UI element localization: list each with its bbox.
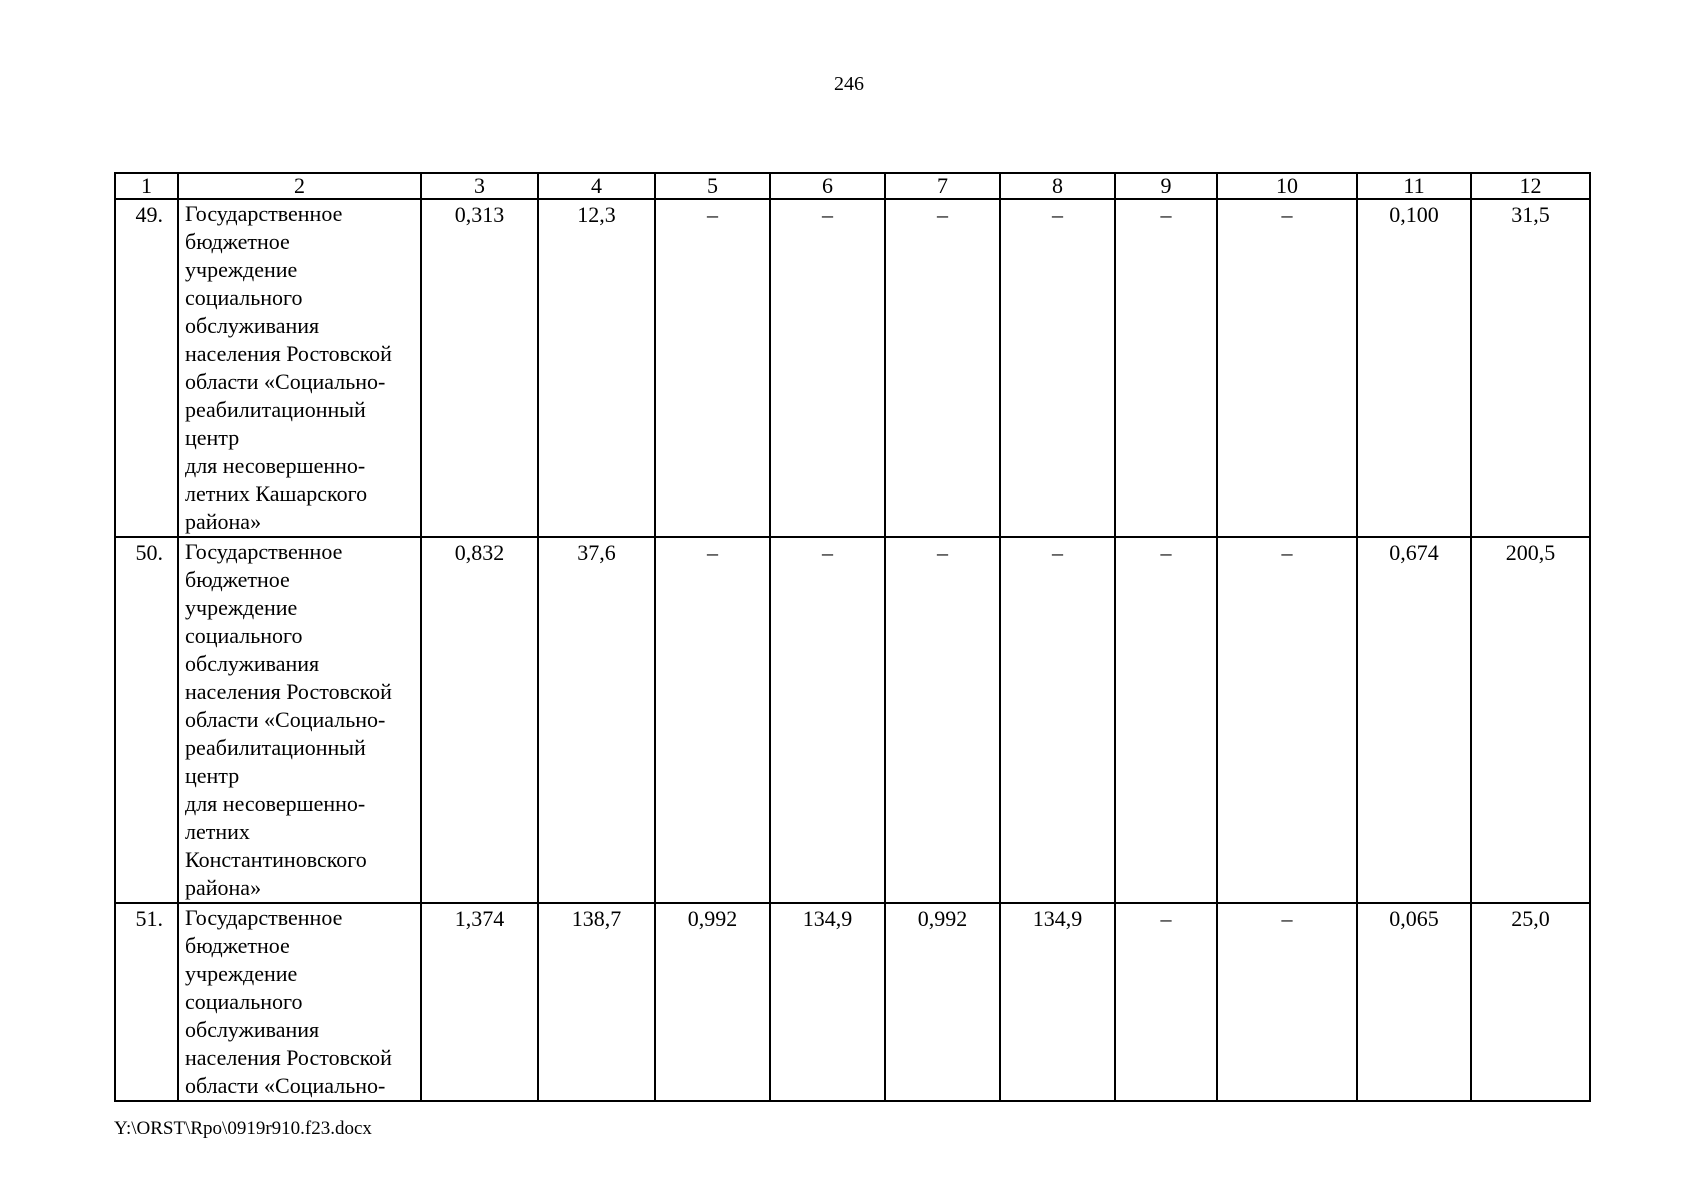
name-line: района» [185, 875, 262, 900]
name-line: района» [185, 509, 262, 534]
table-row [115, 199, 1590, 537]
name-line: учреждение [185, 961, 298, 986]
page-number: 246 [834, 73, 864, 95]
institution-name [178, 537, 421, 903]
name-line: Константиновского [185, 847, 367, 872]
column-number-row [115, 173, 1590, 199]
column-header: 1 [115, 173, 178, 199]
column-header: 3 [421, 173, 538, 199]
name-line: для несовершенно- [185, 791, 366, 816]
value-cell: – [1000, 537, 1115, 903]
name-line: социального [185, 623, 303, 648]
value-cell: 31,5 [1471, 199, 1590, 537]
name-line: области «Социально- [185, 369, 386, 394]
name-line: области «Социально- [185, 1073, 386, 1098]
value-cell: 25,0 [1471, 903, 1590, 1101]
institution-name [178, 199, 421, 537]
name-line: обслуживания [185, 651, 320, 676]
name-line: центр [185, 425, 240, 450]
name-line: Государственное [185, 201, 343, 226]
column-header: 6 [770, 173, 885, 199]
column-header: 2 [178, 173, 421, 199]
value-cell: 1,374 [421, 903, 538, 1101]
value-cell: 200,5 [1471, 537, 1590, 903]
value-cell: 0,313 [421, 199, 538, 537]
value-cell: – [1115, 537, 1217, 903]
name-line: населения Ростовской [185, 341, 392, 366]
column-header: 11 [1357, 173, 1471, 199]
footer-file-path: Y:\ORST\Rpo\0919r910.f23.docx [114, 1118, 372, 1139]
name-line: Государственное [185, 905, 343, 930]
name-line: центр [185, 763, 240, 788]
column-header: 8 [1000, 173, 1115, 199]
name-line: социального [185, 989, 303, 1014]
name-line: реабилитационный [185, 735, 366, 760]
institution-name [178, 903, 421, 1101]
name-line: населения Ростовской [185, 679, 392, 704]
value-cell: – [770, 199, 885, 537]
name-line: для несовершенно- [185, 453, 366, 478]
column-header: 10 [1217, 173, 1357, 199]
value-cell: 134,9 [1000, 903, 1115, 1101]
row-number: 50. [115, 537, 178, 903]
name-line: бюджетное [185, 933, 290, 958]
value-cell: 0,992 [655, 903, 770, 1101]
value-cell: – [885, 199, 1000, 537]
name-line: учреждение [185, 595, 298, 620]
name-line: бюджетное [185, 229, 290, 254]
value-cell: – [655, 199, 770, 537]
name-line: Государственное [185, 539, 343, 564]
value-cell: 138,7 [538, 903, 655, 1101]
value-cell: 12,3 [538, 199, 655, 537]
row-number: 49. [115, 199, 178, 537]
value-cell: – [1115, 903, 1217, 1101]
value-cell: – [1217, 537, 1357, 903]
value-cell: – [770, 537, 885, 903]
value-cell: – [1217, 903, 1357, 1101]
value-cell: – [1115, 199, 1217, 537]
name-line: бюджетное [185, 567, 290, 592]
name-line: обслуживания [185, 1017, 320, 1042]
column-header: 12 [1471, 173, 1590, 199]
value-cell: 0,832 [421, 537, 538, 903]
name-line: учреждение [185, 257, 298, 282]
value-cell: 37,6 [538, 537, 655, 903]
data-table [114, 172, 1591, 1102]
value-cell: 0,992 [885, 903, 1000, 1101]
name-line: летних Кашарского [185, 481, 368, 506]
name-line: обслуживания [185, 313, 320, 338]
column-header: 9 [1115, 173, 1217, 199]
value-cell: 0,065 [1357, 903, 1471, 1101]
column-header: 7 [885, 173, 1000, 199]
name-line: летних [185, 819, 250, 844]
value-cell: 134,9 [770, 903, 885, 1101]
name-line: реабилитационный [185, 397, 366, 422]
table-row [115, 903, 1590, 1101]
column-header: 4 [538, 173, 655, 199]
value-cell: – [655, 537, 770, 903]
table-row [115, 537, 1590, 903]
column-header: 5 [655, 173, 770, 199]
name-line: области «Социально- [185, 707, 386, 732]
value-cell: – [1217, 199, 1357, 537]
name-line: населения Ростовской [185, 1045, 392, 1070]
value-cell: 0,100 [1357, 199, 1471, 537]
value-cell: 0,674 [1357, 537, 1471, 903]
name-line: социального [185, 285, 303, 310]
value-cell: – [885, 537, 1000, 903]
value-cell: – [1000, 199, 1115, 537]
row-number: 51. [115, 903, 178, 1101]
